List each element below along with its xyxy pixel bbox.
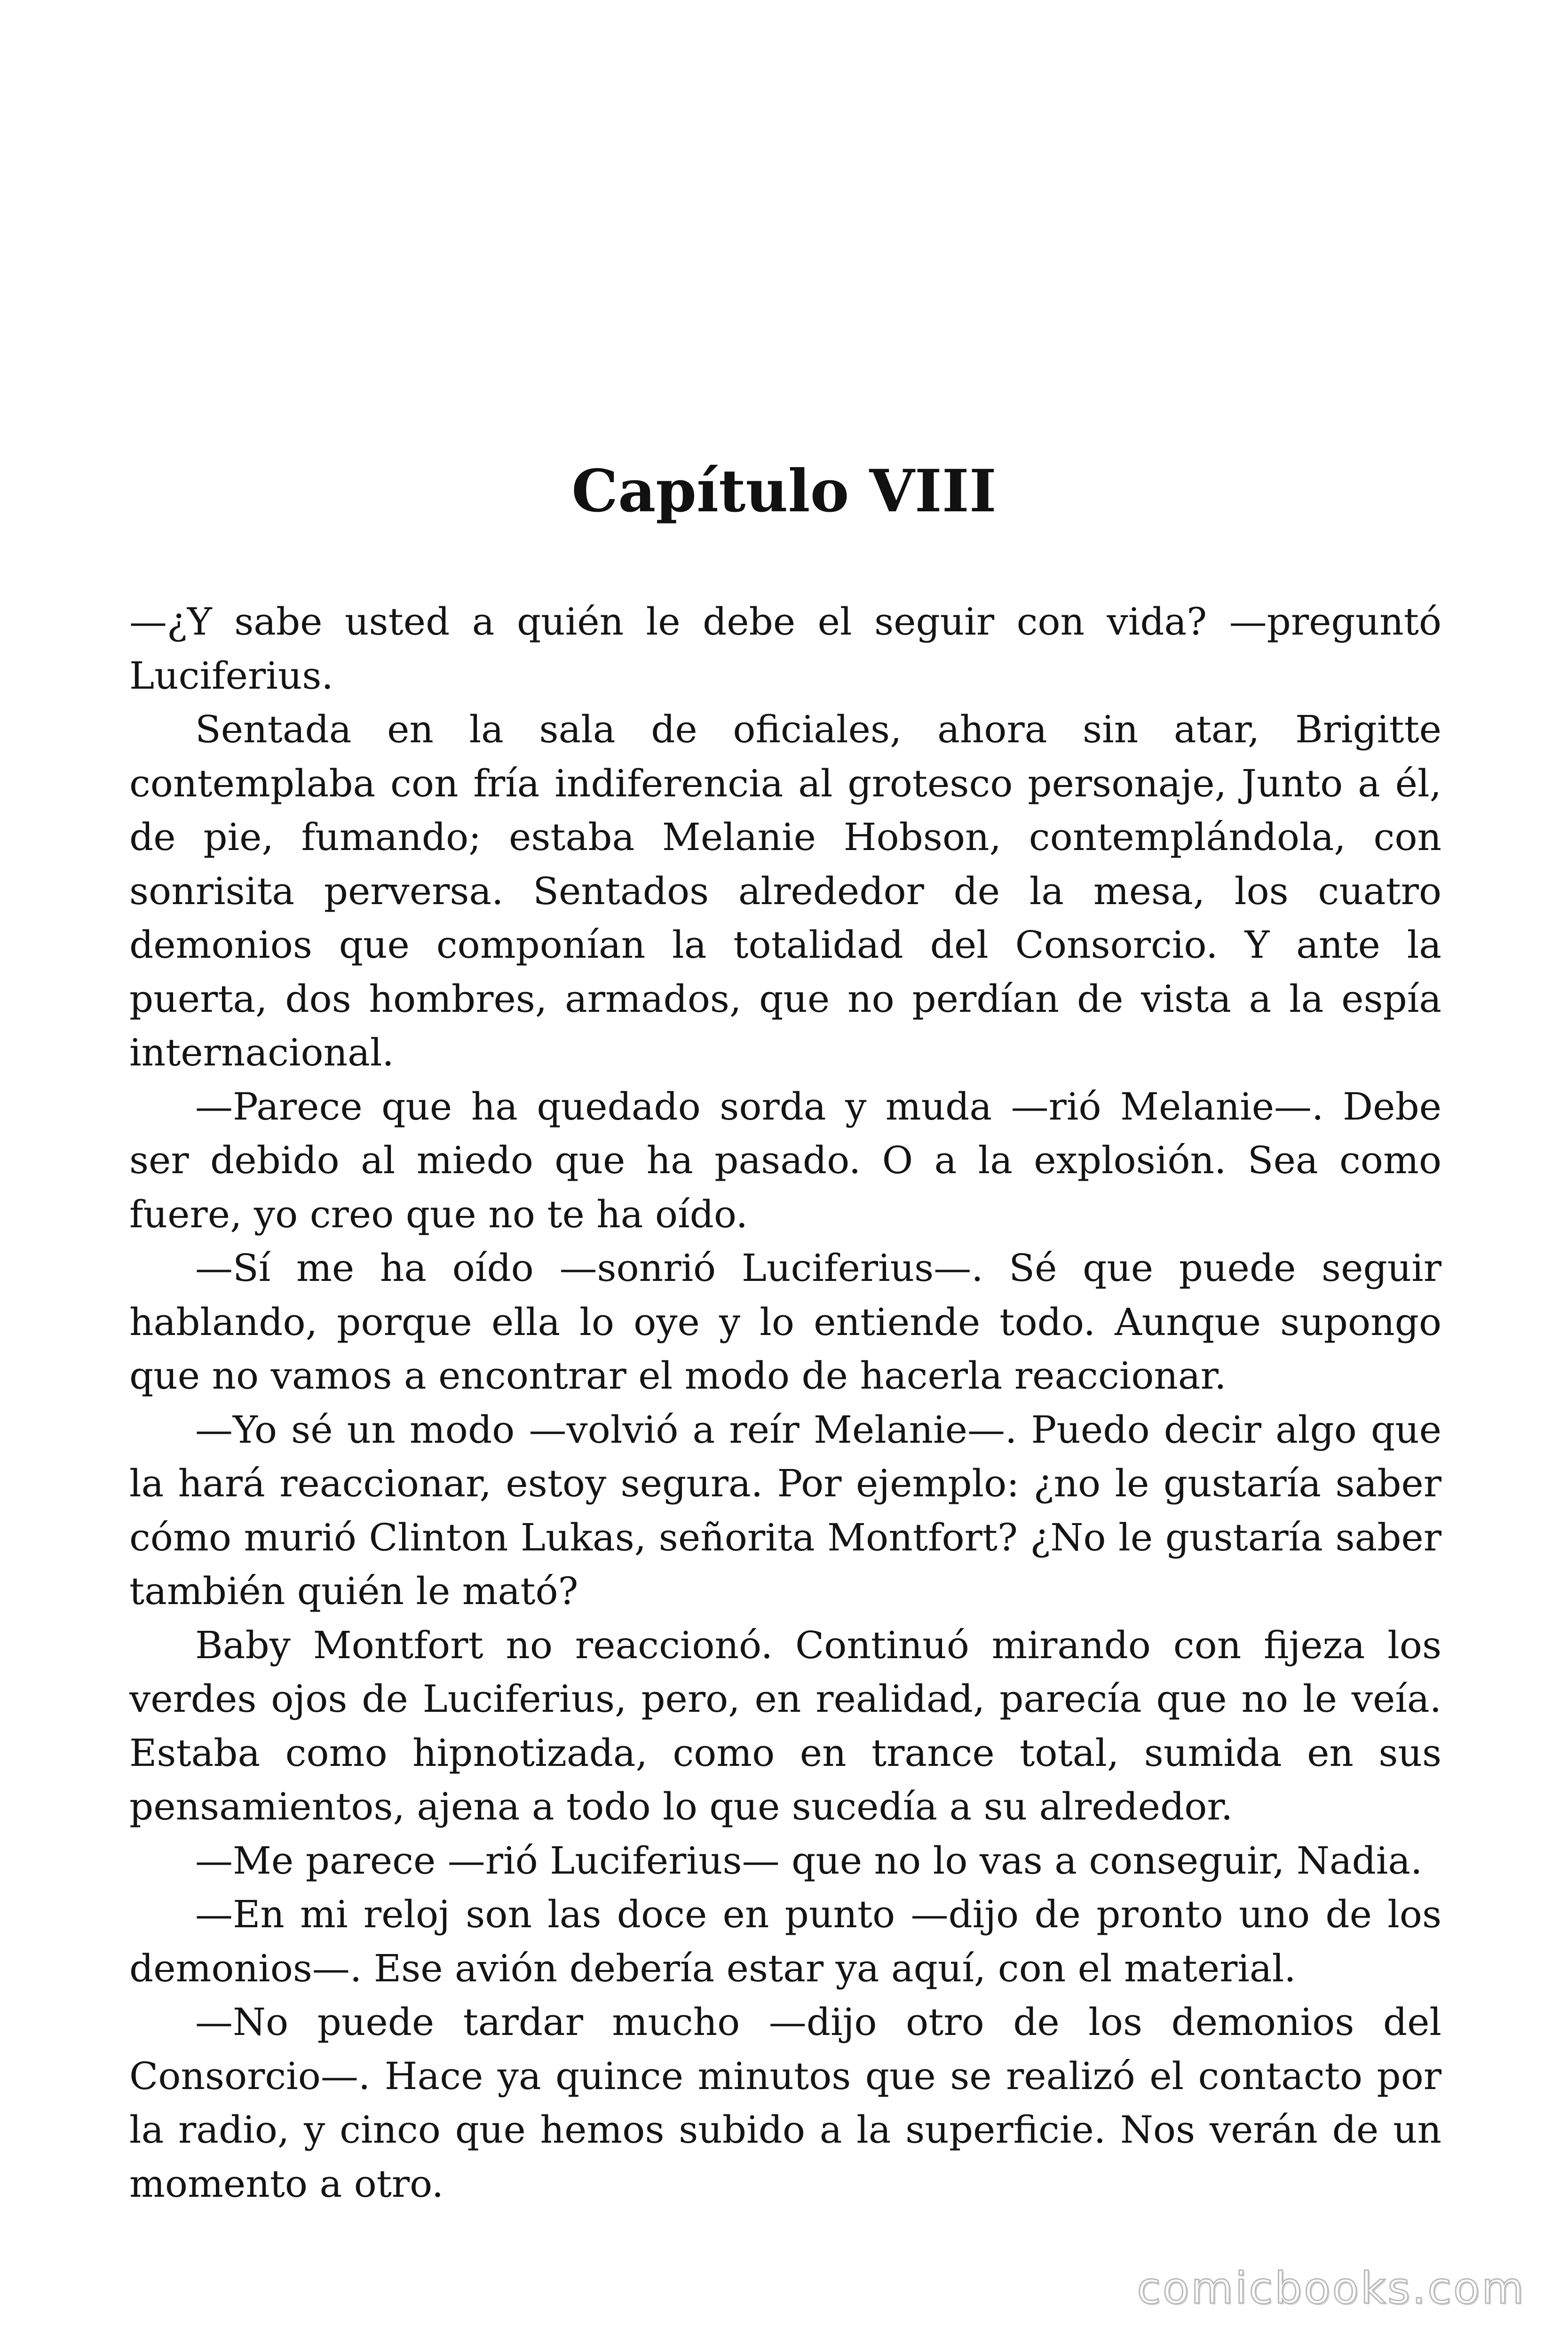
watermark: comicbooks.com bbox=[1137, 2263, 1526, 2313]
paragraph: —En mi reloj son las doce en punto —dijo de pronto uno de los demonios—. Ese avión debería estar ya aquí, con el material. bbox=[129, 1892, 1441, 1990]
paragraph: —¿Y sabe usted a quién le debe el seguir con vida? —preguntó Luciferius. bbox=[129, 600, 1441, 698]
paragraph: —Yo sé un modo —volvió a reír Melanie—. Puedo decir algo que la hará reaccionar, estoy segura. Por ejemplo: ¿no le gustaría saber cómo murió Clinton Lukas, señorita Montfort? ¿No le gustaría saber también quién le mató? bbox=[129, 1407, 1441, 1613]
paragraph: —Sí me ha oído —sonrió Luciferius—. Sé que puede seguir hablando, porque ella lo oye y lo entiende todo. Aunque supongo que no vamos a encontrar el modo de hacerla reaccionar. bbox=[129, 1246, 1441, 1398]
paragraph: —Parece que ha quedado sorda y muda —rió Melanie—. Debe ser debido al miedo que ha pasado. O a la explosión. Sea como fuere, yo creo que no te ha oído. bbox=[129, 1084, 1441, 1236]
chapter-title: Capítulo VIII bbox=[571, 457, 997, 525]
paragraph: —Me parece —rió Luciferius— que no lo vas a conseguir, Nadia. bbox=[195, 1838, 1423, 1883]
paragraph: —No puede tardar mucho —dijo otro de los demonios del Consorcio—. Hace ya quince minutos que se realizó el contacto por la radio, y cinco que hemos subido a la superficie. Nos verán de un momento a otro. bbox=[129, 2000, 1441, 2206]
paragraph: Sentada en la sala de oficiales, ahora sin atar, Brigitte contemplaba con fría indiferencia al grotesco personaje, Junto a él, de pie, fumando; estaba Melanie Hobson, contemplándola, con sonrisita perversa. Sentados alrededor de la mesa, los cuatro demonios que componían la totalidad del Consorcio. Y ante la puerta, dos hombres, armados, que no perdían de vista a la espía internacional. bbox=[129, 707, 1441, 1074]
chapter-body bbox=[129, 595, 1441, 2211]
paragraph: Baby Montfort no reaccionó. Continuó mirando con fijeza los verdes ojos de Luciferius, pero, en realidad, parecía que no le veía. Estaba como hipnotizada, como en trance total, sumida en sus pensamientos, ajena a todo lo que sucedía a su alrededor. bbox=[129, 1623, 1441, 1828]
